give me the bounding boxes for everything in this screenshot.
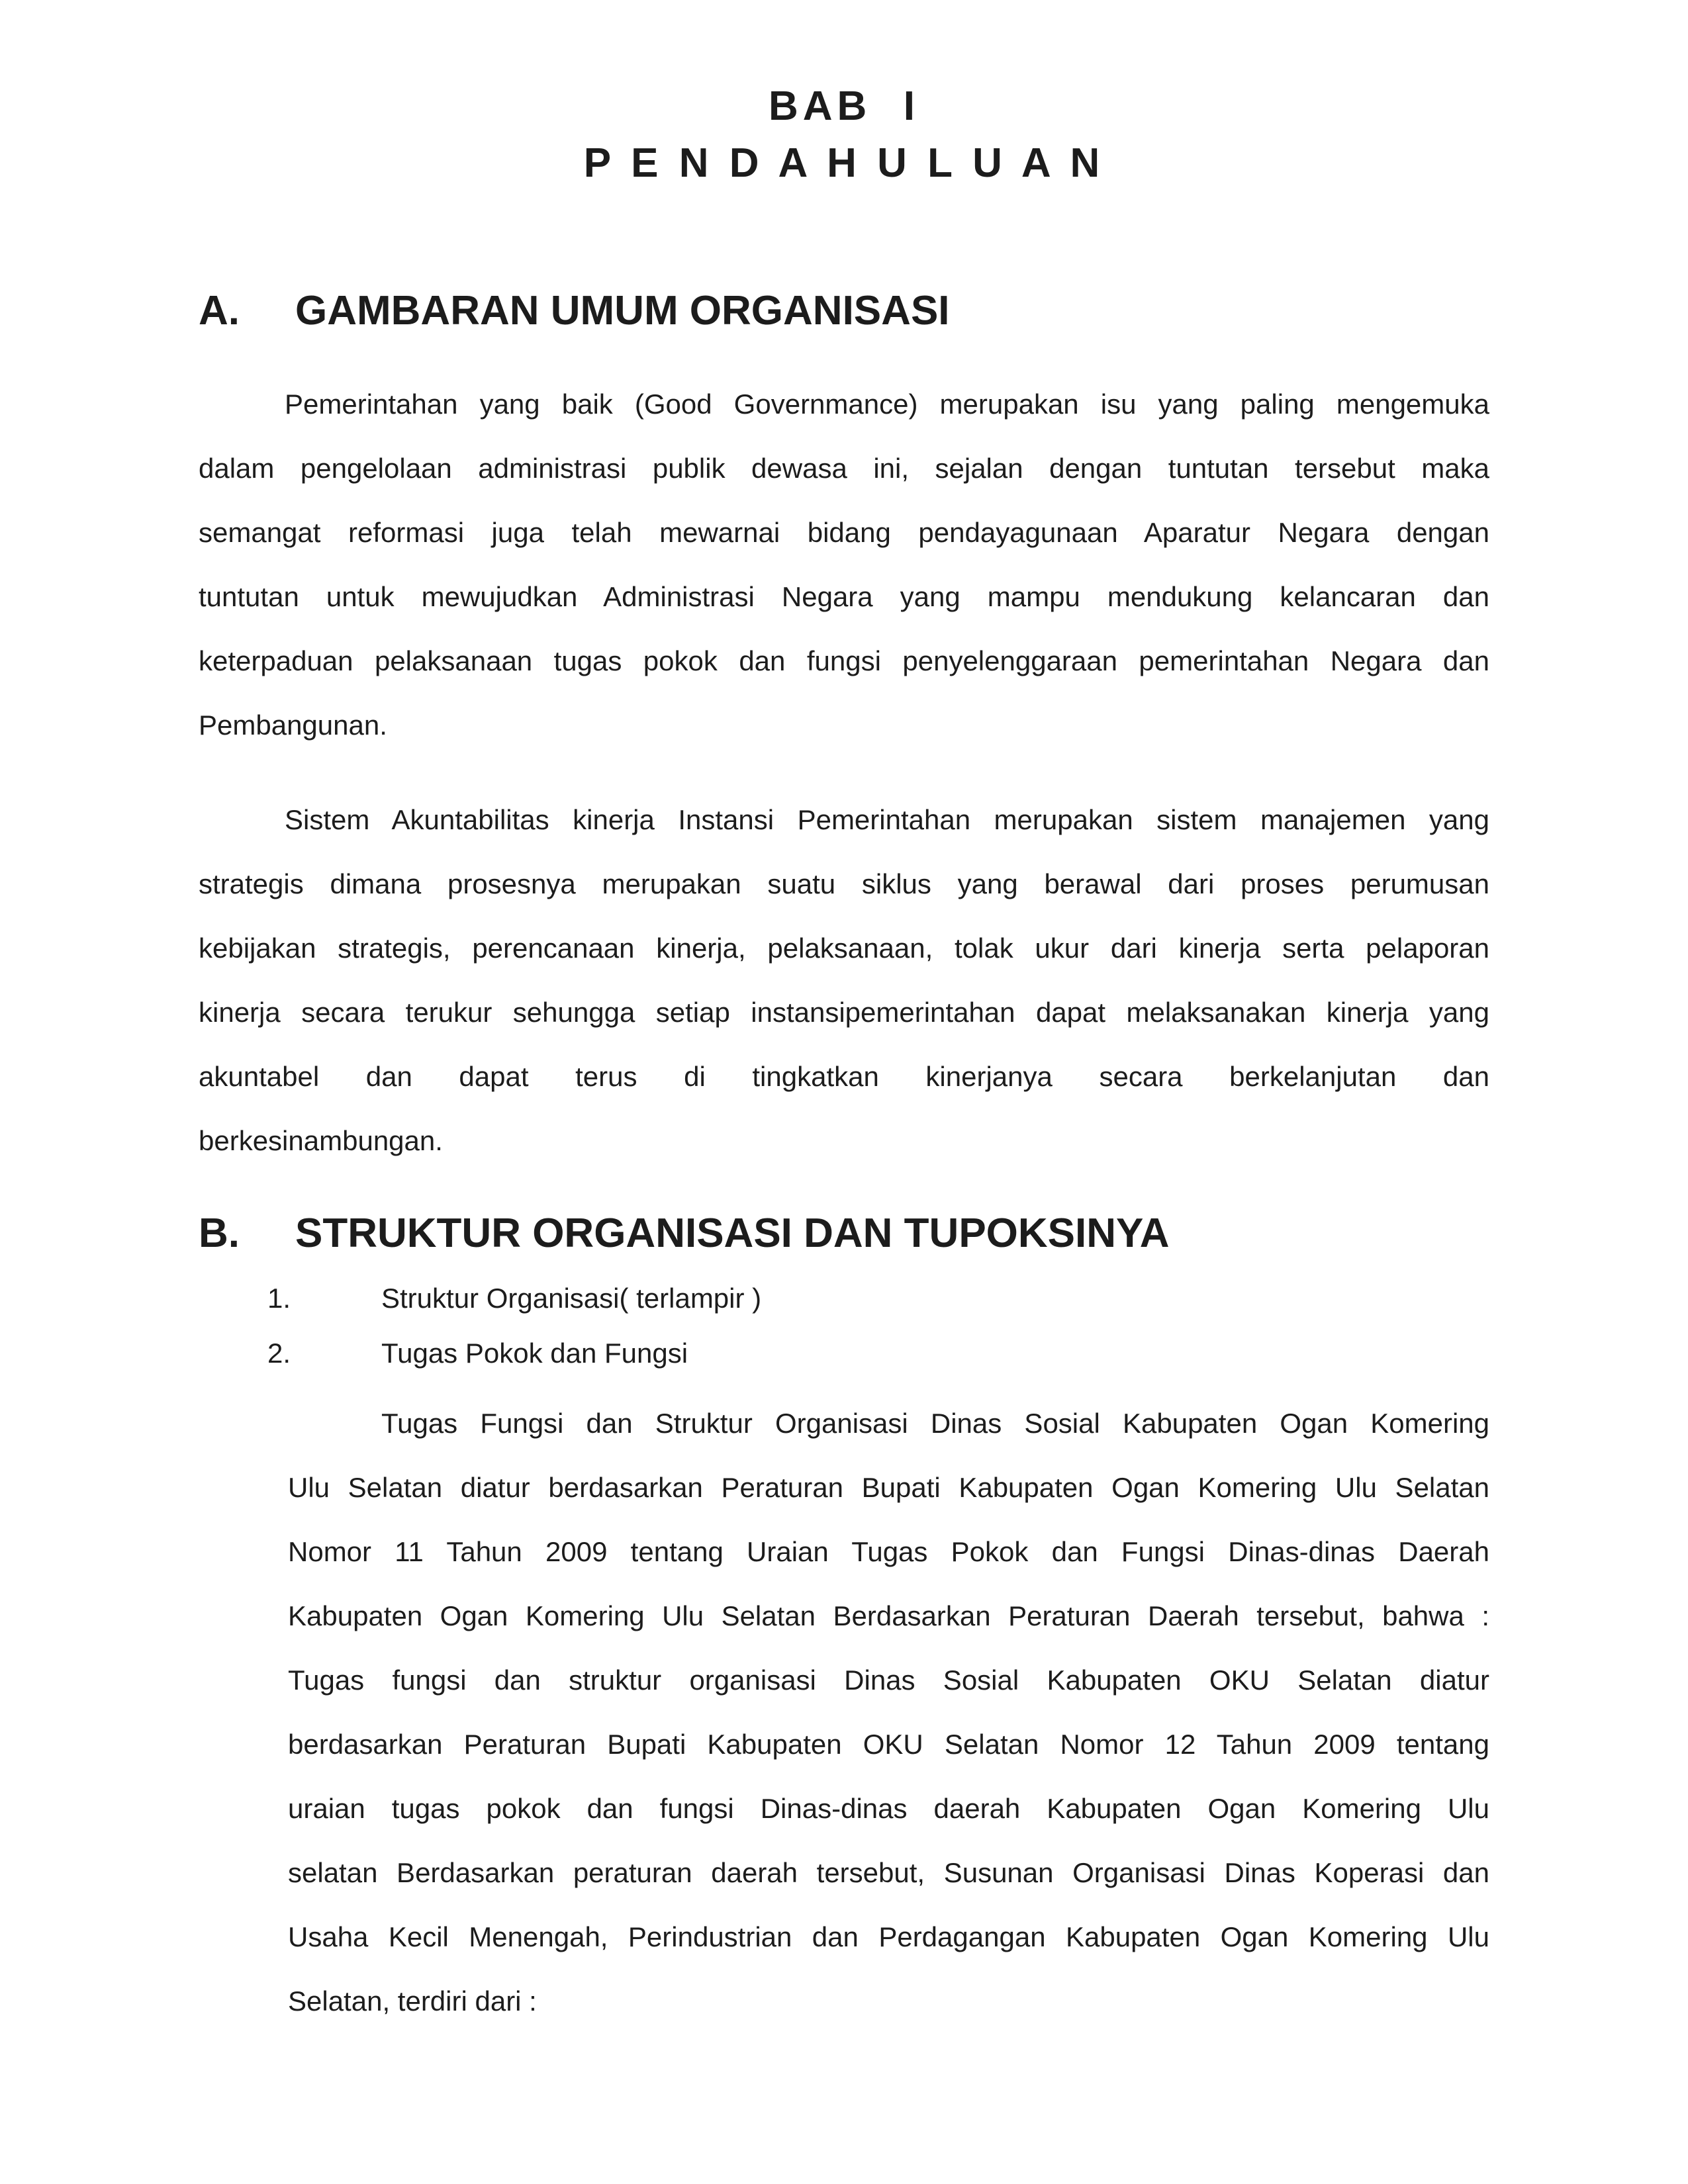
text-line: Selatan, terdiri dari : (288, 1985, 537, 2017)
text-line: kinerja secara terukur sehungga setiap instansipemerintahan dapat melaksanakan kinerja yang (199, 997, 1489, 1028)
text-line: dalam pengelolaan administrasi publik dewasa ini, sejalan dengan tuntutan tersebut maka (199, 453, 1489, 484)
text-line: Tugas Fungsi dan Struktur Organisasi Dinas Sosial Kabupaten Ogan Komering (381, 1408, 1489, 1439)
list-item-1 (199, 1271, 1489, 1326)
section-a-title: GAMBARAN UMUM ORGANISASI (295, 288, 950, 334)
text-line: Pembangunan. (199, 709, 387, 741)
text-line: kebijakan strategis, perencanaan kinerja, pelaksanaan, tolak ukur dari kinerja serta pelaporan (199, 933, 1489, 964)
section-b-list (199, 1271, 1489, 1381)
text-line: strategis dimana prosesnya merupakan suatu siklus yang berawal dari proses perumusan (199, 868, 1489, 899)
list-item-2 (199, 1326, 1489, 1381)
text-line: selatan Berdasarkan peraturan daerah tersebut, Susunan Organisasi Dinas Koperasi dan (288, 1857, 1489, 1888)
list-item-1-label: Struktur Organisasi( terlampir ) (381, 1283, 762, 1314)
section-a-heading (199, 285, 1489, 338)
section-b-title: STRUKTUR ORGANISASI DAN TUPOKSINYA (295, 1210, 1170, 1256)
text-line: tuntutan untuk mewujudkan Administrasi Negara yang mampu mendukung kelancaran dan (199, 581, 1489, 612)
text-line: uraian tugas pokok dan fungsi Dinas-dinas daerah Kabupaten Ogan Komering Ulu (288, 1793, 1489, 1824)
paragraph-2 (199, 788, 1489, 1173)
text-line: semangat reformasi juga telah mewarnai bidang pendayagunaan Aparatur Negara dengan (199, 517, 1489, 548)
text-line: Tugas fungsi dan struktur organisasi Dinas Sosial Kabupaten OKU Selatan diatur (288, 1664, 1489, 1696)
text-line: berkesinambungan. (199, 1125, 443, 1156)
text-line: Pemerintahan yang baik (Good Governmance) merupakan isu yang paling mengemuka (285, 388, 1489, 420)
page-content (199, 0, 1489, 2033)
text-line: keterpaduan pelaksanaan tugas pokok dan fungsi penyelenggaraan pemerintahan Negara dan (199, 645, 1489, 676)
list-item-2-label: Tugas Pokok dan Fungsi (381, 1338, 688, 1369)
list-item-2-number: 2. (267, 1338, 291, 1369)
list-item-1-number: 1. (267, 1283, 291, 1314)
text-line: Sistem Akuntabilitas kinerja Instansi Pemerintahan merupakan sistem manajemen yang (285, 804, 1489, 835)
paragraph-3 (288, 1391, 1489, 2033)
text-line: akuntabel dan dapat terus di tingkatkan kinerjanya secara berkelanjutan dan (199, 1061, 1489, 1092)
text-line: Kabupaten Ogan Komering Ulu Selatan Berdasarkan Peraturan Daerah tersebut, bahwa : (288, 1600, 1489, 1631)
section-b-label: B. (199, 1210, 240, 1256)
text-line: Usaha Kecil Menengah, Perindustrian dan Perdagangan Kabupaten Ogan Komering Ulu (288, 1921, 1489, 1952)
section-a-label: A. (199, 288, 240, 334)
text-line: Nomor 11 Tahun 2009 tentang Uraian Tugas Pokok dan Fungsi Dinas-dinas Daerah (288, 1536, 1489, 1567)
text-line: berdasarkan Peraturan Bupati Kabupaten OKU Selatan Nomor 12 Tahun 2009 tentang (288, 1729, 1489, 1760)
chapter-title (199, 78, 1489, 192)
text-line: Ulu Selatan diatur berdasarkan Peraturan Bupati Kabupaten Ogan Komering Ulu Selatan (288, 1472, 1489, 1503)
paragraph-1 (199, 372, 1489, 757)
section-b-heading (199, 1207, 1489, 1260)
chapter-number: BAB I (769, 83, 919, 129)
chapter-name: P E N D A H U L U A N (583, 140, 1105, 186)
